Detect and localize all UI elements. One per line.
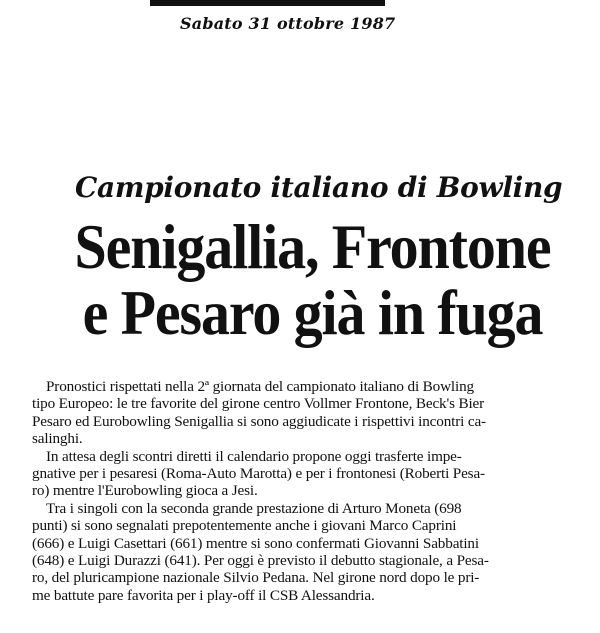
dateline: Sabato 31 ottobre 1987 (180, 14, 396, 33)
body-line: Tra i singoli con la seconda grande prestazione di Arturo Moneta (698 (46, 499, 462, 517)
body-line: Pesaro ed Eurobowling Senigallia si sono aggiudicate i rispettivi incontri ca- (32, 412, 486, 430)
article-body (32, 378, 600, 604)
body-line: ro, del pluricampione nazionale Silvio Pedana. Nel girone nord dopo le pri- (32, 569, 480, 587)
body-line: tipo Europeo: le tre favorite del girone centro Vollmer Frontone, Beck's Bier (32, 395, 485, 413)
main-headline (53, 214, 573, 346)
body-line: ro) mentre l'Eurobowling gioca a Jesi. (32, 482, 258, 500)
top-rule (150, 0, 385, 6)
body-line: punti) si sono segnalati prepotentemente anche i giovani Marco Caprini (32, 517, 457, 535)
headline-line: e Pesaro già in fuga (82, 278, 543, 348)
kicker-headline: Campionato italiano di Bowling (75, 171, 563, 204)
body-line: (666) e Luigi Casettari (661) mentre si sono confermati Giovanni Sabbatini (32, 534, 479, 552)
body-line: Pronostici rispettati nella 2ª giornata del campionato italiano di Bowling (46, 378, 474, 395)
headline-line: Senigallia, Frontone (74, 212, 551, 282)
body-line: me battute pare favorita per i play-off il CSB Alessandria. (32, 586, 375, 604)
body-line: (648) e Luigi Durazzi (641). Per oggi è previsto il debutto stagionale, a Pesa- (32, 552, 489, 570)
body-line: gnative per i pesaresi (Roma-Auto Marotta) e per i frontonesi (Roberti Pesa- (32, 465, 485, 483)
body-line: In attesa degli scontri diretti il calendario propone oggi trasferte impe- (46, 447, 462, 465)
body-line: salinghi. (32, 430, 83, 448)
